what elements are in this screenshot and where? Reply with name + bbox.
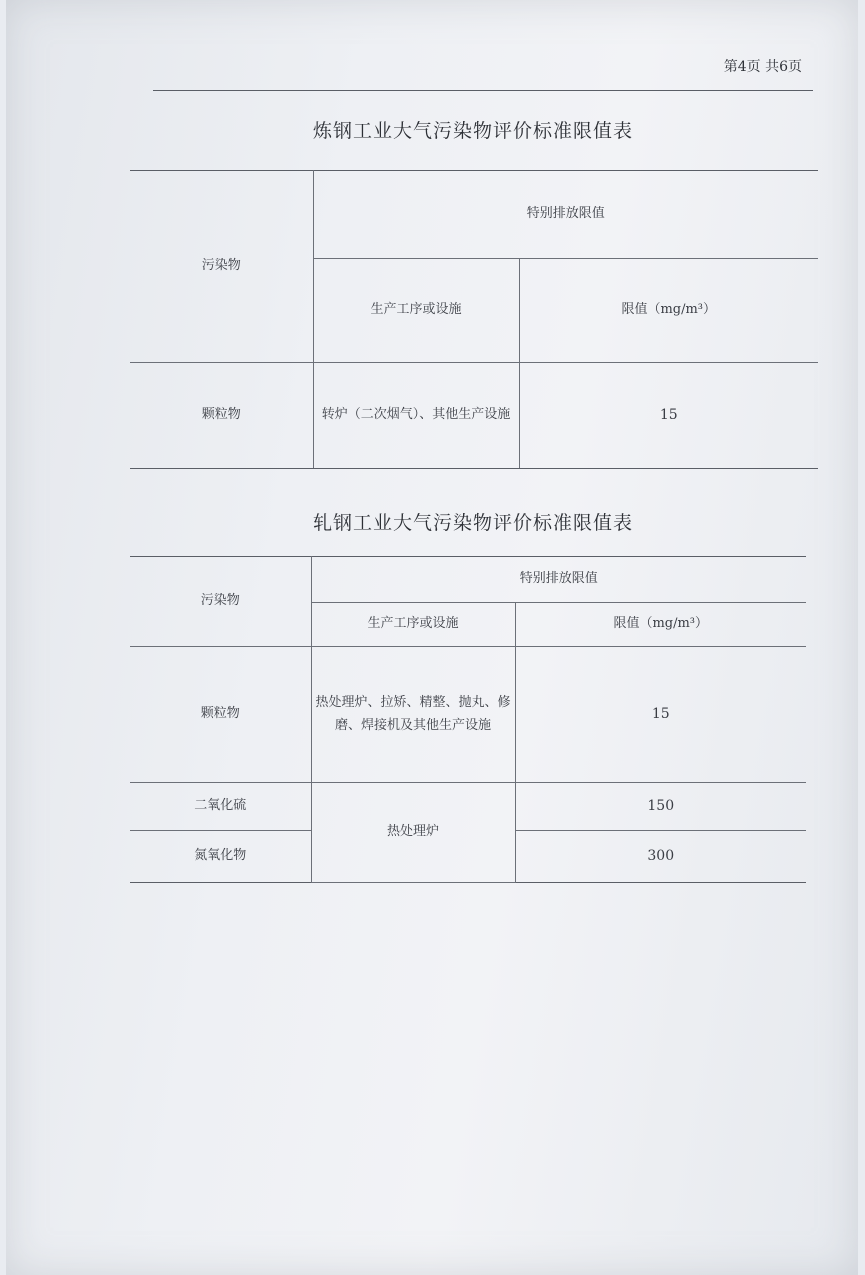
header-cell-special-limit: 特别排放限值 (311, 557, 806, 603)
steel-rolling-limits-table (130, 556, 806, 883)
page-number: 第4页 共6页 (723, 59, 802, 75)
header-cell-process: 生产工序或设施 (311, 603, 515, 647)
cell-process: 热处理炉、拉矫、精整、抛丸、修磨、焊接机及其他生产设施 (311, 647, 515, 783)
table-row (130, 783, 806, 831)
table2-title: 轧钢工业大气污染物评价标准限值表 (312, 512, 633, 534)
cell-limit: 300 (515, 831, 806, 883)
cell-limit: 15 (515, 647, 806, 783)
cell-pollutant: 氮氧化物 (130, 831, 311, 883)
cell-limit: 15 (519, 363, 818, 469)
cell-process: 热处理炉 (311, 783, 515, 883)
header-cell-process: 生产工序或设施 (313, 259, 519, 363)
table-row (130, 647, 806, 783)
cell-limit: 150 (515, 783, 806, 831)
cell-pollutant: 颗粒物 (130, 363, 313, 469)
table1-title: 炼钢工业大气污染物评价标准限值表 (312, 120, 633, 142)
steelmaking-limits-table (130, 170, 818, 469)
header-cell-pollutant: 污染物 (130, 557, 311, 647)
header-cell-limit: 限值（mg/m³） (515, 603, 806, 647)
table-row (130, 363, 818, 469)
cell-pollutant: 颗粒物 (130, 647, 311, 783)
cell-process: 转炉（二次烟气）、其他生产设施 (313, 363, 519, 469)
header-cell-pollutant: 污染物 (130, 171, 313, 363)
header-cell-special-limit: 特别排放限值 (313, 171, 818, 259)
header-rule (153, 90, 813, 91)
cell-pollutant: 二氧化硫 (130, 783, 311, 831)
header-cell-limit: 限值（mg/m³） (519, 259, 818, 363)
